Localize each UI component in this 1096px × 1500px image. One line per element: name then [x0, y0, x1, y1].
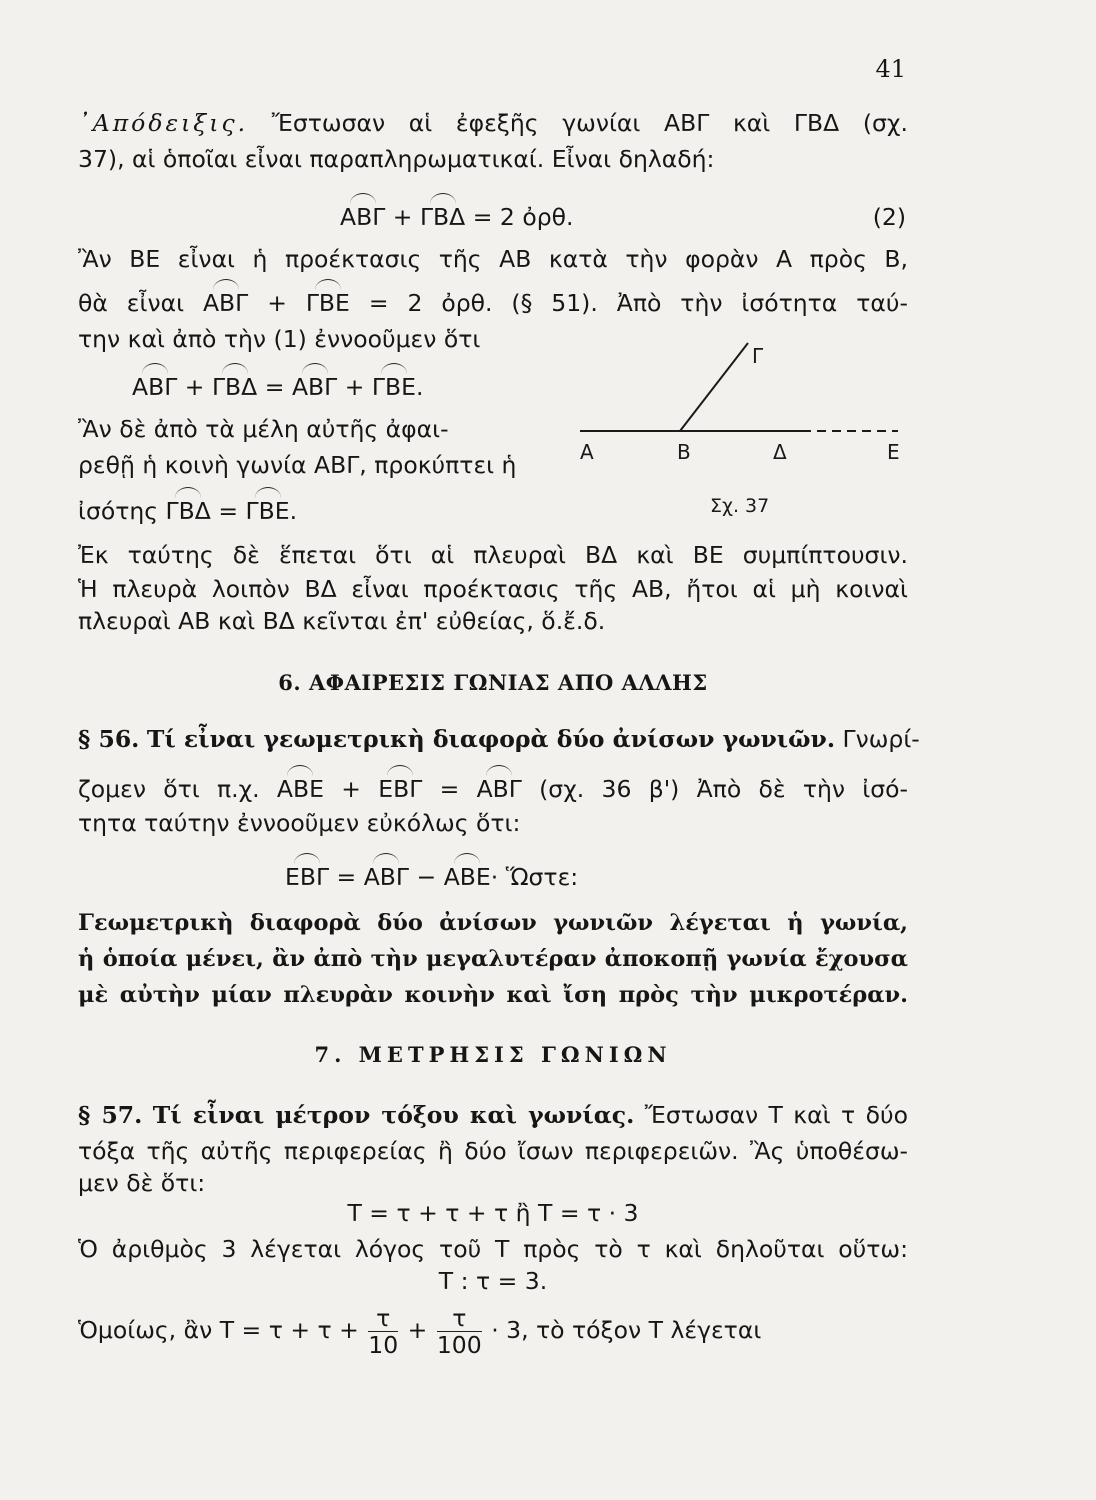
section-6-heading: 6. ΑΦΑΙΡΕΣΙΣ ΓΩΝΙΑΣ ΑΠΟ ΑΛΛΗΣ [278, 670, 708, 695]
definition-line-3: μὲ αὐτὴν μίαν πλευρὰν κοινὴν καὶ ἴση πρὸς τὴν μικροτέραν. [78, 982, 908, 1008]
angle-gbe: ΓΒΕ [371, 373, 416, 401]
fraction-tau-10 [368, 1305, 398, 1358]
paragraph-label: § 57. [78, 1101, 143, 1129]
angle-abe: ΑΒΕ [443, 863, 491, 891]
definition-line-1: Γεωμετρικὴ διαφορὰ δύο ἀνίσων γωνιῶν λέγεται ἡ γωνία, [78, 910, 908, 936]
equals-sign: = [218, 497, 239, 525]
period: . [415, 373, 424, 401]
angle-gbd: ΓΒΔ [165, 497, 211, 525]
angle-ebg: ΕΒΓ [378, 775, 423, 803]
plus-sign: + [341, 775, 361, 803]
fraction-denominator: 100 [436, 1331, 482, 1359]
paragraph-label: § 56. [78, 725, 140, 753]
ray-bg [680, 343, 748, 431]
paragraph-title: Τί εἶναι μέτρον τόξου καὶ γωνίας. [152, 1101, 635, 1129]
equation-angles [132, 372, 423, 402]
label-d: Δ [773, 440, 787, 464]
s57-equation-1: Τ = τ + τ + τ ἢ Τ = τ · 3 [347, 1199, 639, 1227]
angle-abg: ΑΒΓ [476, 775, 522, 803]
plus-sign: + [267, 289, 287, 317]
equals-sign: = [336, 863, 357, 891]
text-line-11: Ἐκ ταύτης δὲ ἕπεται ὅτι αἱ πλευραὶ ΒΔ καὶ ΒΕ συμπίπτουσιν. [78, 541, 908, 569]
angle-abg: ΑΒΓ [291, 373, 338, 401]
equation-rest: = 2 ὀρθ. [472, 203, 574, 231]
period: . [289, 497, 298, 525]
fraction-numerator: τ [368, 1305, 398, 1332]
s56-line-1 [78, 724, 920, 754]
plus-sign: + [184, 373, 205, 401]
s57-line-5: Ὁ ἀριθμὸς 3 λέγεται λόγος τοῦ Τ πρὸς τὸ τ καὶ δηλοῦται οὕτω: [78, 1235, 908, 1263]
figure-37 [570, 335, 910, 520]
angle-gbe: ΓΒΕ [245, 497, 290, 525]
equals-sign: = [264, 373, 285, 401]
s57-equation-2: Τ : τ = 3. [438, 1267, 548, 1295]
fraction-tau-100 [437, 1305, 482, 1358]
figure-caption: Σχ. 37 [710, 495, 770, 517]
s57-line-3: μεν δὲ ὅτι: [78, 1169, 206, 1197]
s57-line-7 [78, 1304, 908, 1358]
angle-abe: ΑΒΕ [276, 775, 324, 803]
label-g: Γ [752, 344, 764, 368]
page-number: 41 [875, 55, 906, 83]
text-line-5 [78, 288, 908, 318]
fraction-denominator: 10 [368, 1331, 399, 1359]
plus-sign: + [344, 373, 365, 401]
angle-gbe: ΓΒΕ [305, 289, 350, 317]
text-line-12: Ἡ πλευρὰ λοιπὸν ΒΔ εἶναι προέκτασις τῆς ΑΒ, ἤτοι αἱ μὴ κοιναὶ [78, 575, 908, 603]
text-line-13: πλευραὶ ΑΒ καὶ ΒΔ κεῖνται ἐπ' εὐθείας, ὅ.ἔ.δ. [78, 607, 606, 635]
text-fragment: (σχ. 36 β') Ἀπὸ δὲ τὴν ἰσό- [539, 775, 908, 803]
s56-line-3: τητα ταύτην ἐννοοῦμεν εὐκόλως ὅτι: [78, 809, 521, 837]
proof-line-2: 37), αἱ ὁποῖαι εἶναι παραπληρωματικαί. Εἶναι δηλαδή: [78, 145, 715, 173]
text-line-4: Ἂν ΒΕ εἶναι ἡ προέκτασις τῆς ΑΒ κατὰ τὴν φορὰν Α πρὸς Β, [78, 245, 908, 273]
text-line-6: την καὶ ἀπὸ τὴν (1) ἐννοοῦμεν ὅτι [78, 325, 481, 353]
text-fragment: Ὁμοίως, ἂν Τ = τ + τ + [78, 1316, 359, 1344]
angle-abg: ΑΒΓ [363, 863, 410, 891]
angle-abg: ΑΒΓ [340, 203, 386, 231]
text-line-10 [78, 496, 297, 526]
text-line-8: Ἂν δὲ ἀπὸ τὰ μέλη αὐτῆς ἀφαι- [78, 415, 449, 443]
s56-line-2 [78, 774, 908, 804]
label-e: Ε [887, 440, 900, 464]
text-fragment: = 2 ὀρθ. (§ 51). Ἀπὸ τὴν ἰσότητα ταύ- [368, 289, 908, 317]
equation-number: (2) [872, 203, 906, 231]
proof-line-1 [78, 108, 908, 138]
angle-ebg: ΕΒΓ [285, 863, 330, 891]
angle-gbd: ΓΒΔ [419, 203, 466, 231]
label-b: Β [677, 440, 691, 464]
s57-line-1 [78, 1100, 908, 1130]
angle-abg: ΑΒΓ [202, 289, 249, 317]
proof-label: ᾿Απόδειξις. [78, 109, 249, 137]
text-fragment: Ἔστωσαν Τ καὶ τ δύο [644, 1101, 908, 1129]
equals-sign: = [439, 775, 460, 803]
paragraph-title: Τί εἶναι γεωμετρικὴ διαφορὰ δύο ἀνίσων γωνιῶν. [146, 725, 836, 753]
text-fragment: θὰ εἶναι [78, 289, 185, 317]
section-7-heading: 7. ΜΕΤΡΗΣΙΣ ΓΩΝΙΩΝ [314, 1042, 672, 1067]
angle-abg: ΑΒΓ [132, 373, 178, 401]
label-a: Α [580, 440, 594, 464]
minus-sign: − [416, 863, 437, 891]
equation-2 [340, 202, 906, 232]
proof-text-1: Ἔστωσαν αἱ ἐφεξῆς γωνίαι ΑΒΓ καὶ ΓΒΔ (σχ. [271, 109, 908, 137]
text-line-9: ρεθῇ ἡ κοινὴ γωνία ΑΒΓ, προκύπτει ἡ [78, 451, 517, 479]
text-fragment: · 3, τὸ τόξον Τ λέγεται [491, 1316, 762, 1344]
definition-line-2: ἡ ὁποία μένει, ἂν ἀπὸ τὴν μεγαλυτέραν ἀποκοπῇ γωνία ἔχουσα [78, 946, 908, 972]
s56-equation [285, 862, 578, 892]
text-fragment: Γνωρί- [842, 725, 920, 753]
text-fragment: ἰσότης [78, 497, 159, 525]
plus-sign: + [392, 203, 413, 231]
s57-line-2: τόξα τῆς αὐτῆς περιφερείας ἢ δύο ἴσων περιφερειῶν. Ἂς ὑποθέσω- [78, 1137, 908, 1165]
angle-gbd: ΓΒΔ [211, 373, 258, 401]
text-fragment: ζομεν ὅτι π.χ. [78, 775, 260, 803]
fraction-numerator: τ [437, 1305, 482, 1332]
text-fragment: · Ὥστε: [490, 863, 579, 891]
plus-sign: + [407, 1316, 428, 1344]
